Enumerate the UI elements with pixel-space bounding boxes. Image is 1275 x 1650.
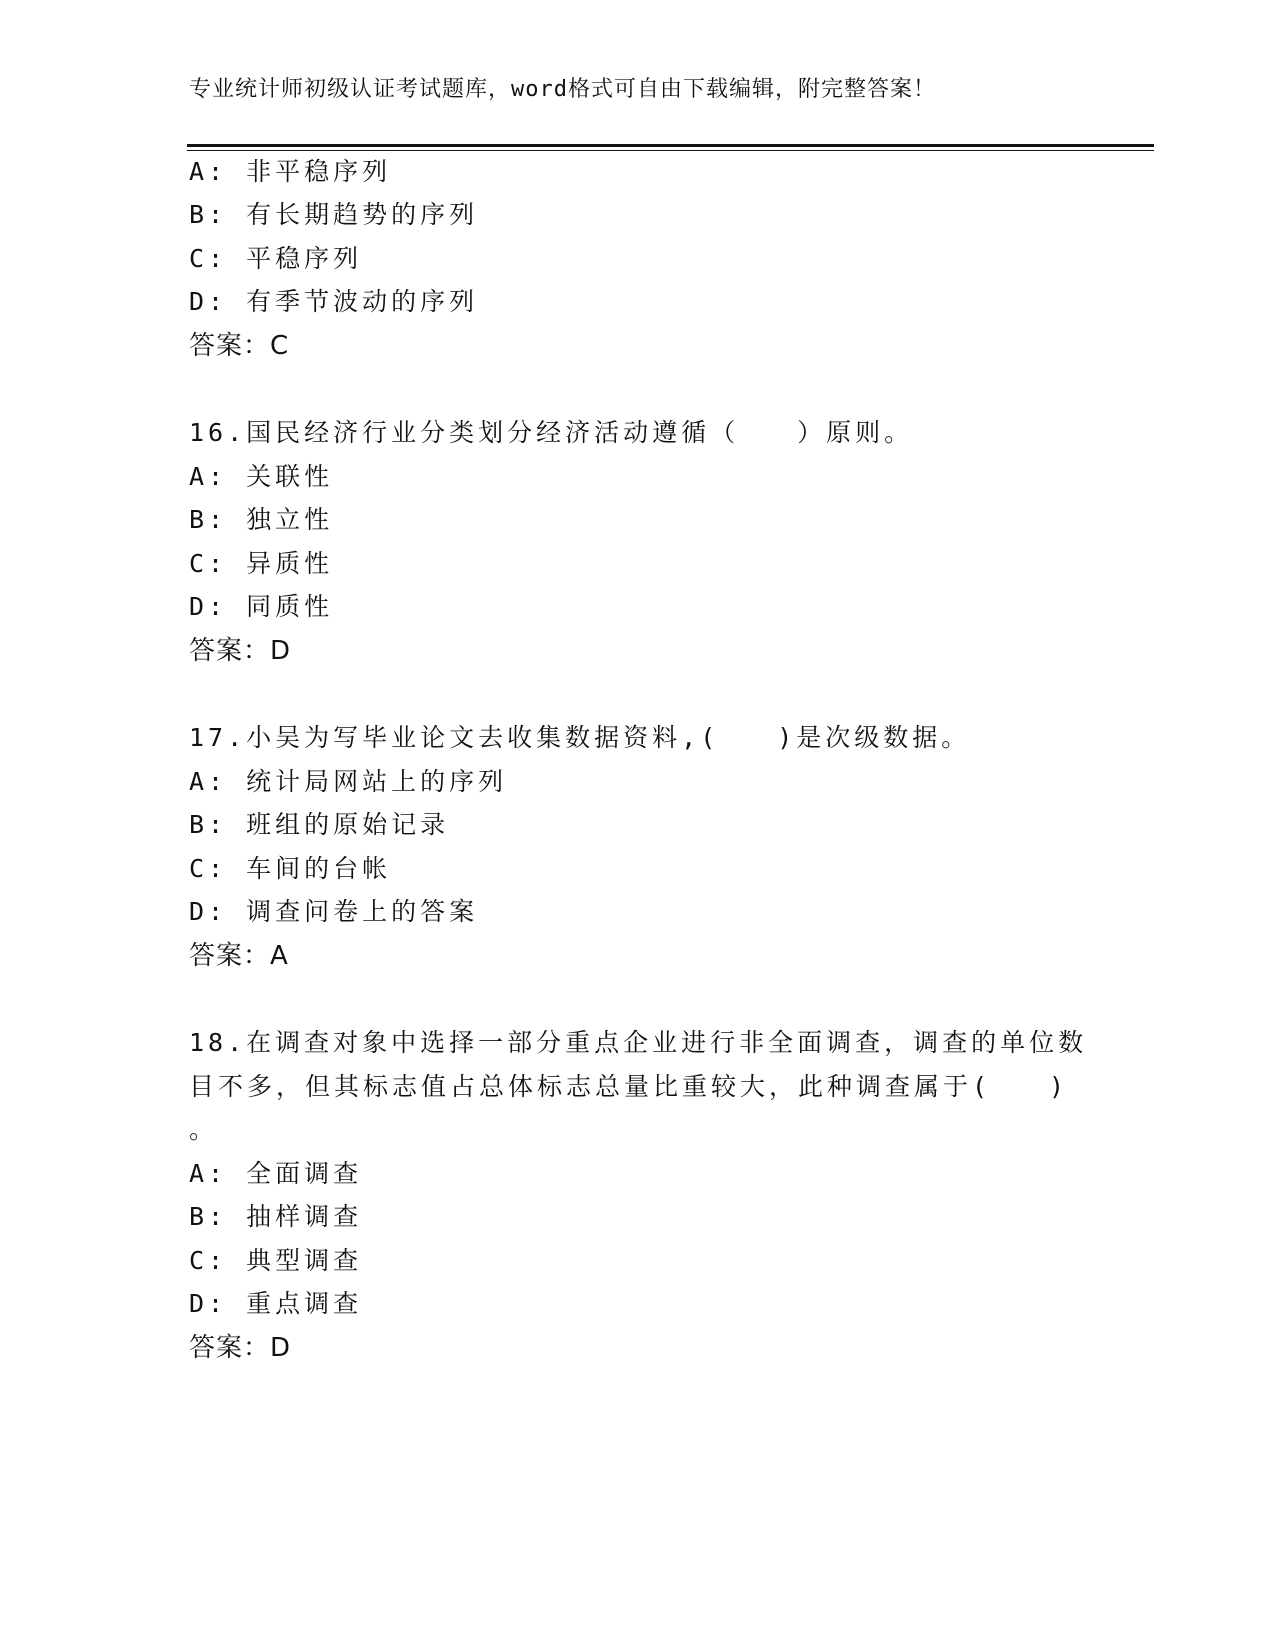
q15-option-d: D: 有季节波动的序列: [189, 287, 479, 316]
q16-option-b: B: 独立性: [189, 505, 334, 534]
q17-option-d: D: 调查问卷上的答案: [189, 897, 479, 926]
q18-answer: 答案：D: [189, 1333, 292, 1363]
q18-stem-line-2: 目不多，但其标志值占总体标志总量比重较大，此种调查属于( ): [189, 1072, 1069, 1101]
q17-stem: 17.小吴为写毕业论文去收集数据资料,( )是次级数据。: [189, 723, 971, 752]
q15-answer: 答案：C: [189, 331, 290, 361]
q15-option-a: A: 非平稳序列: [189, 157, 392, 186]
q15-option-b: B: 有长期趋势的序列: [189, 200, 479, 229]
header-divider-thin: [187, 150, 1154, 151]
q15-option-c: C: 平稳序列: [189, 244, 363, 273]
header-divider-thick: [187, 144, 1154, 147]
q16-option-a: A: 关联性: [189, 462, 334, 491]
q18-option-d: D: 重点调查: [189, 1289, 363, 1318]
q16-option-c: C: 异质性: [189, 549, 334, 578]
q16-stem: 16.国民经济行业分类划分经济活动遵循（ ）原则。: [189, 418, 914, 447]
q16-option-d: D: 同质性: [189, 592, 334, 621]
q17-option-c: C: 车间的台帐: [189, 854, 392, 883]
q18-option-c: C: 典型调查: [189, 1246, 363, 1275]
q17-answer: 答案：A: [189, 941, 289, 971]
q16-answer: 答案：D: [189, 636, 292, 666]
q18-stem-line-3: 。: [189, 1115, 219, 1144]
q17-option-a: A: 统计局网站上的序列: [189, 767, 508, 796]
q17-option-b: B: 班组的原始记录: [189, 810, 450, 839]
q18-option-b: B: 抽样调查: [189, 1202, 363, 1231]
q18-stem-line-1: 18.在调查对象中选择一部分重点企业进行非全面调查，调查的单位数: [189, 1028, 1088, 1057]
q18-option-a: A: 全面调查: [189, 1159, 363, 1188]
page-header: 专业统计师初级认证考试题库，word格式可自由下载编辑，附完整答案！: [189, 77, 936, 102]
